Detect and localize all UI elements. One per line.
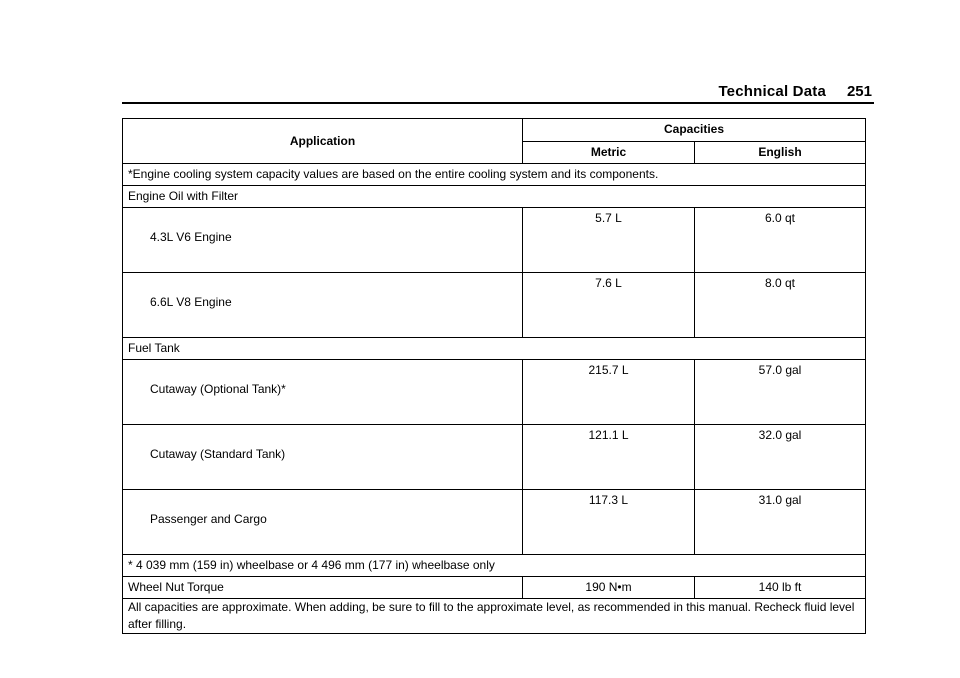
table-row [123,490,866,555]
engine-label: 6.6L V8 Engine [123,273,523,338]
english-value: 57.0 gal [695,360,866,425]
english-header: English [695,141,866,164]
english-value: 32.0 gal [695,425,866,490]
approximate-capacities-note: All capacities are approximate. When adding, be sure to fill to the approximate level, as recommended in this manual. Recheck fluid level after filling. [123,599,866,634]
wheel-nut-torque-label: Wheel Nut Torque [123,577,523,599]
section-title: Technical Data [718,83,826,100]
tank-label: Cutaway (Optional Tank)* [123,360,523,425]
fuel-tank-label: Fuel Tank [123,338,866,360]
english-value: 6.0 qt [695,208,866,273]
metric-value: 190 N•m [523,577,695,599]
metric-value: 7.6 L [523,273,695,338]
metric-value: 5.7 L [523,208,695,273]
wheelbase-note: * 4 039 mm (159 in) wheelbase or 4 496 mm (177 in) wheelbase only [123,555,866,577]
metric-value: 121.1 L [523,425,695,490]
table-row [123,273,866,338]
tank-label: Passenger and Cargo [123,490,523,555]
capacities-table [122,118,866,634]
application-header: Application [123,119,523,164]
tank-label: Cutaway (Standard Tank) [123,425,523,490]
english-value: 8.0 qt [695,273,866,338]
english-value: 31.0 gal [695,490,866,555]
metric-header: Metric [523,141,695,164]
engine-cooling-note: *Engine cooling system capacity values are based on the entire cooling system and its components. [123,164,866,186]
english-value: 140 lb ft [695,577,866,599]
capacities-header: Capacities [523,119,866,142]
metric-value: 117.3 L [523,490,695,555]
engine-label: 4.3L V6 Engine [123,208,523,273]
page-header [122,82,874,104]
metric-value: 215.7 L [523,360,695,425]
table-row [123,425,866,490]
engine-oil-label: Engine Oil with Filter [123,186,866,208]
table-row [123,577,866,599]
table-row [123,208,866,273]
table-row [123,360,866,425]
page-number: 251 [846,83,872,100]
